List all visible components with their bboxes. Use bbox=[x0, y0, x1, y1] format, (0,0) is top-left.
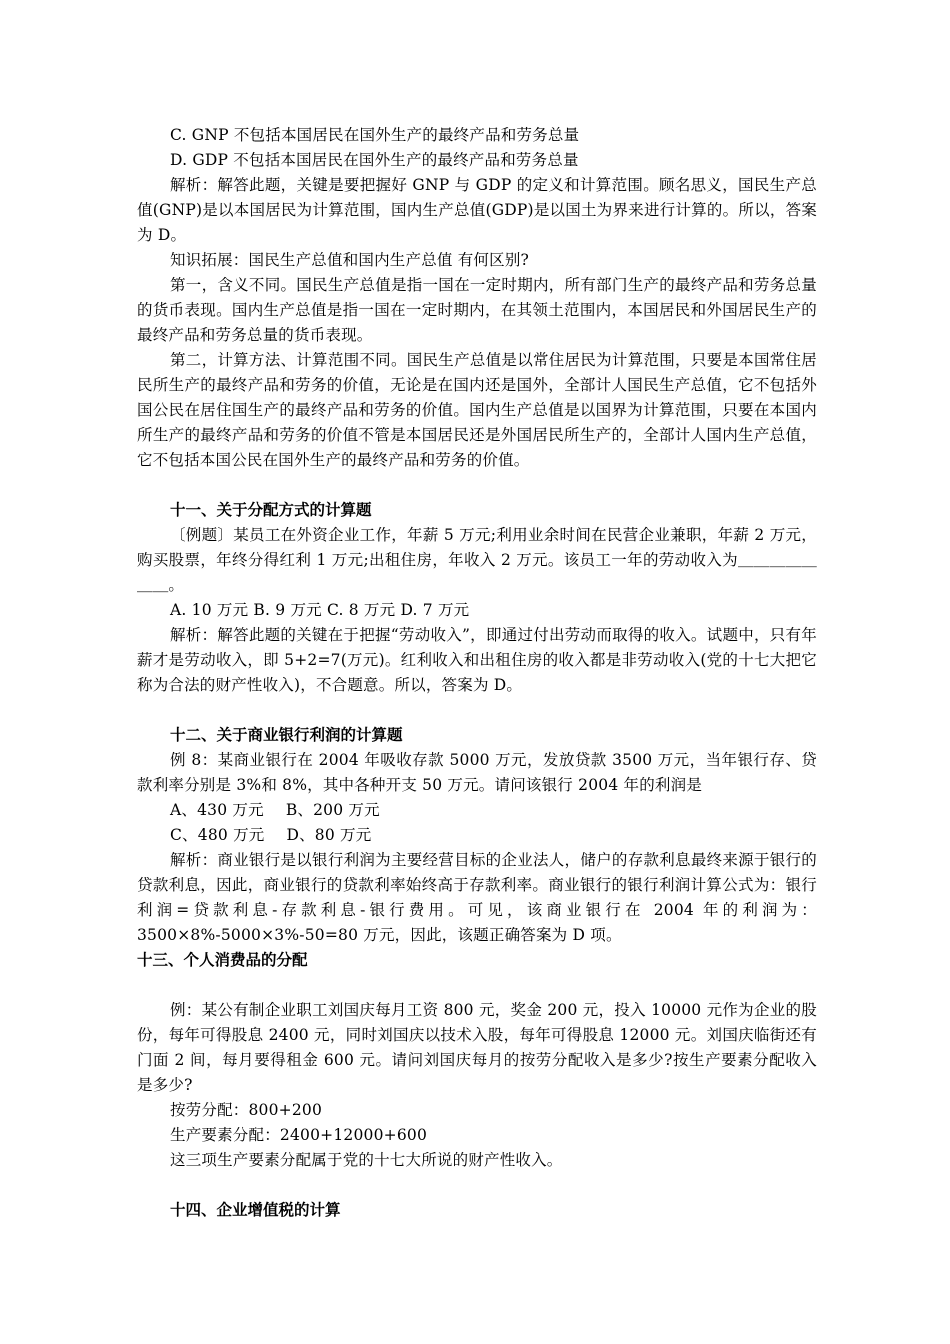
difference-second: 第二，计算方法、计算范围不同。国民生产总值是以常住居民为计算范围，只要是本国常住居民所生产的最终产品和劳务的价值，无论是在国内还是国外，全部计人国民生产总值，它不包括外国公民在居住国生产的最终产品和劳务的价值。国内生产总值是以国界为计算范围，只要在本国内所生产的最终产品和劳务的价值不管是本国居民还是外国居民所生产的，全部计人国内生产总值，它不包括本国公民在国外生产的最终产品和劳务的价值。 bbox=[137, 351, 817, 469]
example-question-11: 〔例题〕某员工在外资企业工作，年薪 5 万元;利用业余时间在民营企业兼职，年薪 2 万元，购买股票，年终分得红利 1 万元;出租住房，年收入 2 万元。该员工一年的劳动收入为＿＿＿＿＿＿＿。 bbox=[137, 526, 817, 594]
option-c: C、480 万元 bbox=[170, 826, 265, 844]
difference-first: 第一，含义不同。国民生产总值是指一国在一定时期内，所有部门生产的最终产品和劳务总量的货币表现。国内生产总值是指一国在一定时期内，在其领土范围内，本国居民和外国居民生产的最终产品和劳务总量的货币表现。 bbox=[137, 276, 817, 344]
analysis-paragraph-1: 解析：解答此题，关键是要把握好 GNP 与 GDP 的定义和计算范围。顾名思义，国民生产总值(GNP)是以本国居民为计算范围，国内生产总值(GDP)是以国土为界来进行计算的。所以，答案为 D。 bbox=[137, 176, 817, 244]
option-d-text: D. GDP 不包括本国居民在国外生产的最终产品和劳务总量 bbox=[170, 151, 579, 169]
section-heading-12: 十二、关于商业银行利润的计算题 bbox=[170, 726, 403, 744]
property-income-note: 这三项生产要素分配属于党的十七大所说的财产性收入。 bbox=[170, 1151, 563, 1169]
labor-distribution: 按劳分配：800+200 bbox=[170, 1101, 323, 1119]
example-question-12: 例 8：某商业银行在 2004 年吸收存款 5000 万元，发放贷款 3500 万元，当年银行存、贷款利率分别是 3%和 8%，其中各种开支 50 万元。请问该银行 2004 年的利润是 bbox=[137, 751, 817, 794]
factor-distribution: 生产要素分配：2400+12000+600 bbox=[170, 1126, 428, 1144]
section-heading-14: 十四、企业增值税的计算 bbox=[170, 1201, 341, 1219]
option-b: B、200 万元 bbox=[285, 801, 380, 819]
analysis-paragraph-12: 解析：商业银行是以银行利润为主要经营目标的企业法人，储户的存款利息最终来源于银行的贷款利息，因此，商业银行的贷款利率始终高于存款利率。商业银行的银行利润计算公式为：银行利润=贷款利息-存款利息-银行费用。可见，该商业银行在 2004 年的利润为：3500×8%-5000×3%-50=80 万元，因此，该题正确答案为 D 项。 bbox=[137, 851, 817, 944]
spacer bbox=[137, 1173, 817, 1198]
answer-options-row-1 bbox=[137, 798, 817, 823]
document-page bbox=[137, 123, 817, 1223]
spacer bbox=[137, 473, 817, 498]
analysis-paragraph-11: 解析：解答此题的关键在于把握“劳动收入”，即通过付出劳动而取得的收入。试题中，只有年薪才是劳动收入，即 5+2=7(万元)。红利收入和出租住房的收入都是非劳动收入(党的十七大把它称为合法的财产性收入)，不合题意。所以，答案为 D。 bbox=[137, 626, 817, 694]
answer-options-11: A. 10 万元 B. 9 万元 C. 8 万元 D. 7 万元 bbox=[170, 601, 470, 619]
knowledge-extension: 知识拓展：国民生产总值和国内生产总值 有何区别? bbox=[170, 251, 530, 269]
option-a: A、430 万元 bbox=[170, 801, 264, 819]
option-d: D、80 万元 bbox=[286, 826, 372, 844]
section-heading-11: 十一、关于分配方式的计算题 bbox=[170, 501, 372, 519]
spacer bbox=[137, 973, 817, 998]
section-heading-13: 十三、个人消费品的分配 bbox=[137, 951, 308, 969]
option-c-text: C. GNP 不包括本国居民在国外生产的最终产品和劳务总量 bbox=[170, 126, 580, 144]
answer-options-row-2 bbox=[137, 823, 817, 848]
spacer bbox=[137, 698, 817, 723]
example-question-13: 例：某公有制企业职工刘国庆每月工资 800 元，奖金 200 元，投入 10000 元作为企业的股份，每年可得股息 2400 元，同时刘国庆以技术入股，每年可得股息 12000 元。刘国庆临街还有门面 2 间，每月要得租金 600 元。请问刘国庆每月的按劳分配收入是多少?按生产要素分配收入是多少? bbox=[137, 1001, 817, 1094]
